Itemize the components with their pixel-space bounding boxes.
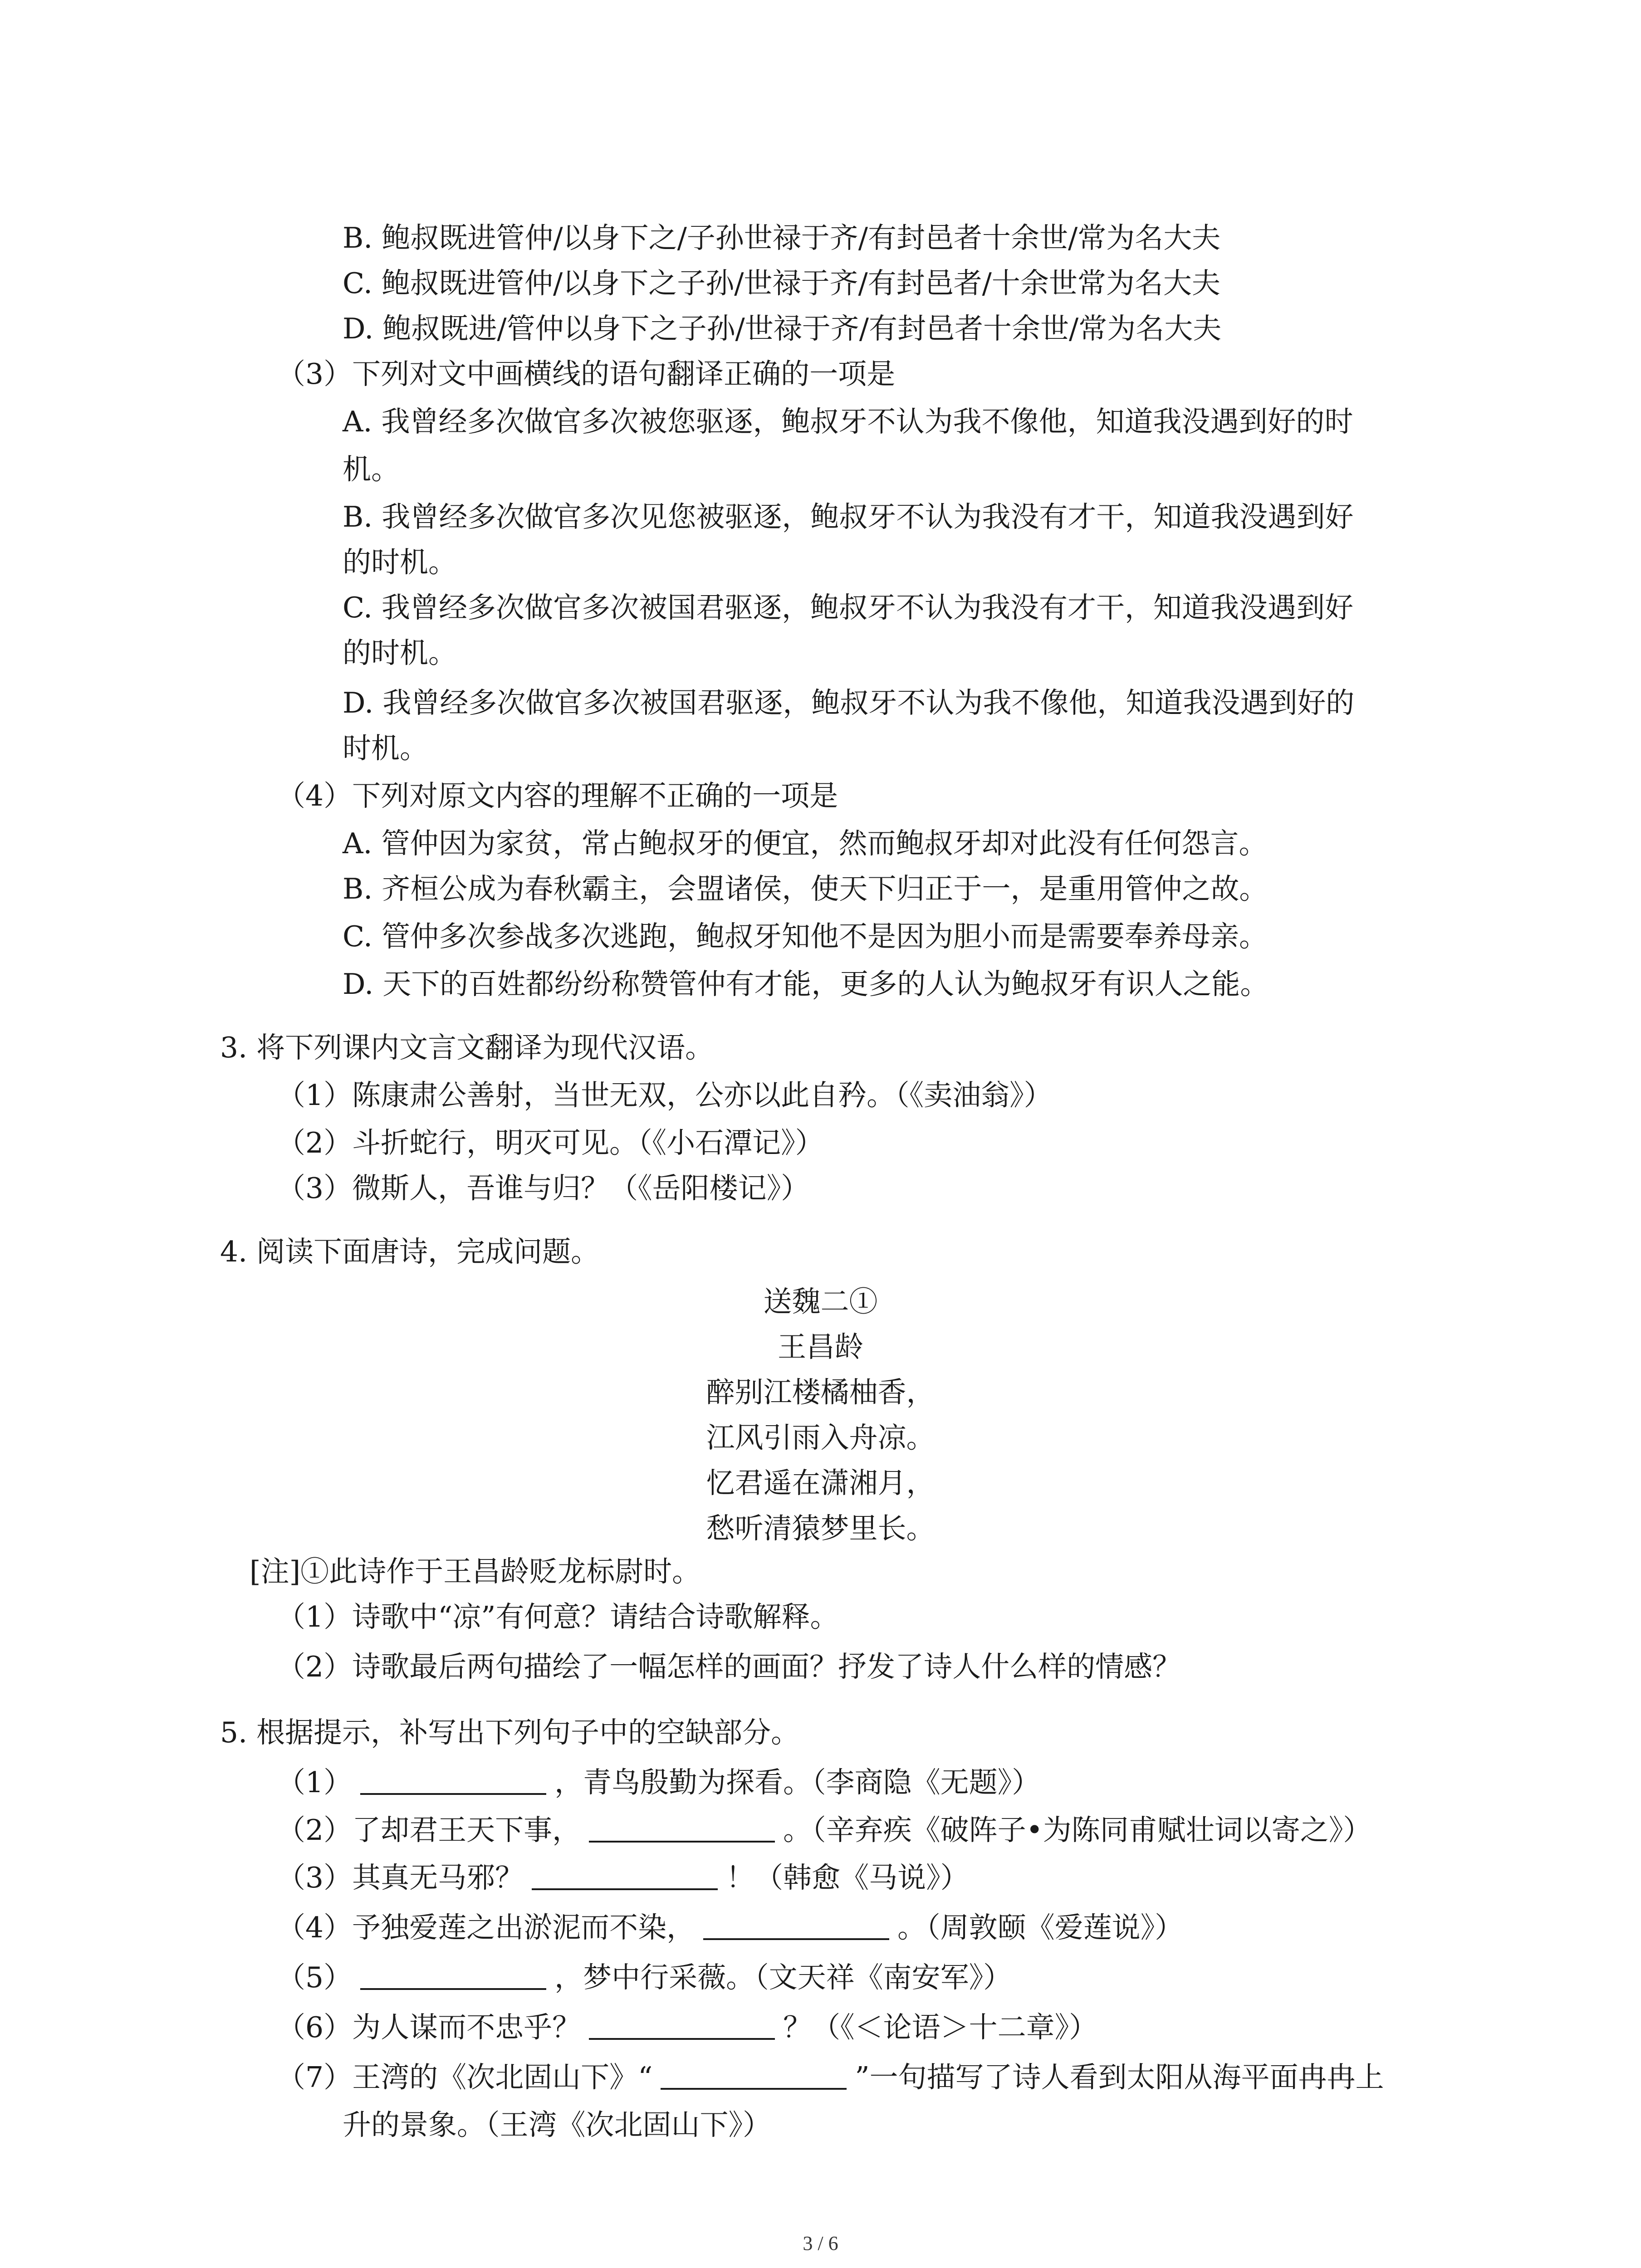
q2-part2-option-b: B. 鲍叔既进管仲/以身下之/子孙世禄于齐/有封邑者十余世/常为名大夫 [343,221,1221,254]
q5-item-1 [277,1765,1040,1801]
q5-item-5 [277,1960,1012,1996]
q5-item-6-before: 为人谋而不忠乎？ [352,2011,581,2044]
q4-stem: 4. 阅读下面唐诗，完成问题。 [220,1235,600,1268]
q5-item-2-num: （2） [277,1813,353,1847]
q5-item-7-before: 王湾的《次北固山下》“ [352,2061,653,2094]
q2-part3-option-a-line2: 机。 [343,453,400,486]
q5-blank-2[interactable] [589,1813,775,1843]
q5-blank-5[interactable] [360,1961,546,1990]
q5-item-2 [277,1812,1372,1848]
q2-part3-option-d-line2: 时机。 [343,732,428,765]
poem-line-3: 忆君遥在潇湘月， [706,1466,935,1500]
q5-item-3-before: 其真无马邪？ [352,1861,524,1894]
q5-item-7-num: （7） [277,2061,353,2094]
q5-item-4-before: 予独爱莲之出淤泥而不染， [352,1911,696,1944]
q2-part3-stem: （3）下列对文中画横线的语句翻译正确的一项是 [277,357,896,391]
q2-part3-option-a-line1: A. 我曾经多次做官多次被您驱逐，鲍叔牙不认为我不像他，知道我没遇到好的时 [343,405,1353,438]
poem-title: 送魏二① [763,1285,878,1318]
q5-item-6-after: ？（《＜论语＞十二章》） [783,2011,1098,2044]
q5-stem: 5. 根据提示，补写出下列句子中的空缺部分。 [220,1716,800,1749]
q5-item-7 [277,2059,1384,2096]
q3-item-1: （1）陈康肃公善射，当世无双，公亦以此自矜。（《卖油翁》） [277,1079,1053,1112]
q3-item-3: （3）微斯人，吾谁与归？（《岳阳楼记》） [277,1172,810,1205]
q2-part4-option-b: B. 齐桓公成为春秋霸主，会盟诸侯，使天下归正于一，是重用管仲之故。 [343,872,1268,905]
q4-item-2: （2）诗歌最后两句描绘了一幅怎样的画面？抒发了诗人什么样的情感？ [277,1650,1181,1683]
q5-blank-7[interactable] [661,2061,847,2090]
q2-part3-option-c-line1: C. 我曾经多次做官多次被国君驱逐，鲍叔牙不认为我没有才干，知道我没遇到好 [343,591,1354,624]
q5-blank-6[interactable] [589,2011,775,2040]
q5-item-3-num: （3） [277,1861,353,1894]
q5-blank-3[interactable] [532,1861,718,1890]
q5-item-6-num: （6） [277,2011,353,2044]
q2-part4-option-d: D. 天下的百姓都纷纷称赞管仲有才能，更多的人认为鲍叔牙有识人之能。 [343,968,1269,1001]
q5-item-3-after: ！（韩愈《马说》） [726,1861,969,1894]
q2-part3-option-b-line1: B. 我曾经多次做官多次见您被驱逐，鲍叔牙不认为我没有才干，知道我没遇到好 [343,500,1354,533]
q5-blank-4[interactable] [703,1911,889,1940]
q2-part3-option-b-line2: 的时机。 [343,546,457,579]
q2-part4-stem: （4）下列对原文内容的理解不正确的一项是 [277,779,838,812]
q5-item-5-after: ，梦中行采薇。（文天祥《南安军》） [554,1961,1012,1994]
q5-item-7-continuation: 升的景象。（王湾《次北固山下》） [343,2108,771,2141]
q5-item-3 [277,1860,969,1896]
q5-item-4-num: （4） [277,1911,353,1944]
q5-item-2-before: 了却君王天下事， [352,1813,581,1847]
q2-part4-option-a: A. 管仲因为家贫，常占鲍叔牙的便宜，然而鲍叔牙却对此没有任何怨言。 [343,827,1268,860]
q5-item-4 [277,1910,1183,1946]
q2-part3-option-c-line2: 的时机。 [343,636,457,670]
poem-line-1: 醉别江楼橘柚香， [706,1376,935,1409]
q5-item-2-after: 。（辛弃疾《破阵子•为陈同甫赋壮词以寄之》） [783,1813,1372,1847]
q5-item-1-after: ，青鸟殷勤为探看。（李商隐《无题》） [554,1766,1041,1799]
poem-line-2: 江风引雨入舟凉。 [706,1421,935,1454]
q3-item-2: （2）斗折蛇行，明灭可见。（《小石潭记》） [277,1126,824,1159]
q5-item-6 [277,2009,1097,2046]
q2-part2-option-d: D. 鲍叔既进/管仲以身下之子孙/世禄于齐/有封邑者十余世/常为名大夫 [343,312,1222,345]
q2-part2-option-c: C. 鲍叔既进管仲/以身下之子孙/世禄于齐/有封邑者/十余世常为名大夫 [343,267,1220,300]
page-number: 3 / 6 [803,2232,838,2254]
poem-line-4: 愁听清猿梦里长。 [706,1512,935,1545]
q2-part3-option-d-line1: D. 我曾经多次做官多次被国君驱逐，鲍叔牙不认为我不像他，知道我没遇到好的 [343,686,1355,719]
q5-item-1-num: （1） [277,1766,353,1799]
poem-note: [注]①此诗作于王昌龄贬龙标尉时。 [250,1555,701,1588]
q5-item-7-after: ”一句描写了诗人看到太阳从海平面冉冉上 [855,2061,1384,2094]
q2-part4-option-c: C. 管仲多次参战多次逃跑，鲍叔牙知他不是因为胆小而是需要奉养母亲。 [343,920,1268,953]
q5-item-5-num: （5） [277,1961,353,1994]
q5-blank-1[interactable] [360,1766,546,1795]
poem-author: 王昌龄 [778,1330,863,1364]
q3-stem: 3. 将下列课内文言文翻译为现代汉语。 [220,1031,714,1064]
q4-item-1: （1）诗歌中“凉”有何意？请结合诗歌解释。 [277,1600,839,1633]
q5-item-4-after: 。（周敦颐《爱莲说》） [897,1911,1184,1944]
